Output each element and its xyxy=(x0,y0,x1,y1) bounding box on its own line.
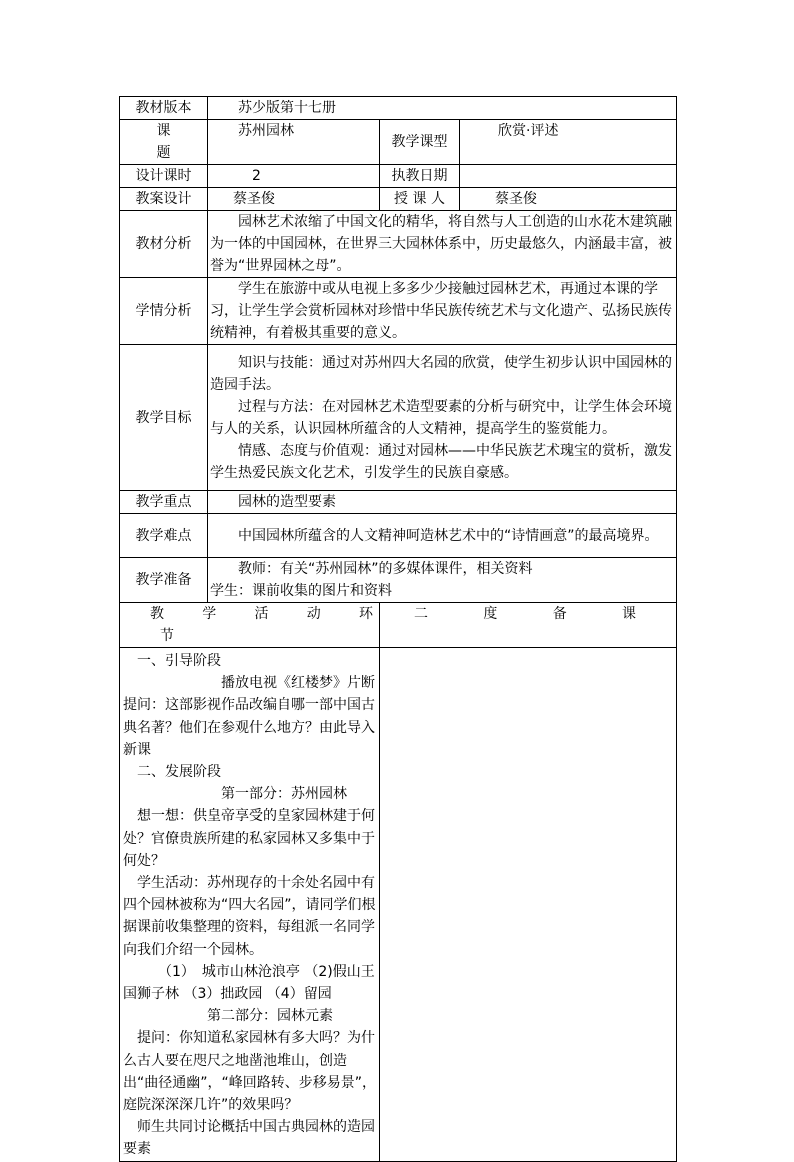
focus-label: 教学重点 xyxy=(120,491,208,514)
focus-text: 园林的造型要素 xyxy=(238,494,336,510)
lesson-plan-page xyxy=(119,96,676,1162)
hours-label: 设计课时 xyxy=(120,165,208,188)
part-one-heading: 第一部分：苏州园林 xyxy=(221,786,347,803)
second-prep-content xyxy=(380,648,677,1162)
prep-student: 学生：课前收集的图片和资料 xyxy=(210,583,392,599)
second-prep-header: 二 度 备 课 xyxy=(414,606,637,622)
activity-header-tail: 节 xyxy=(160,628,174,644)
stage-intro-heading: 一、引导阶段 xyxy=(137,653,221,669)
goal-emotion: 情感、态度与价值观：通过对园林——中华民族艺术瑰宝的赏析，激发学生热爱民族文化艺术，引发学生的民族自豪感。 xyxy=(210,442,672,481)
students-text: 学生在旅游中或从电视上多多少少接触过园林艺术，再通过本课的学习，让学生学会赏析园林对珍惜中华民族传统艺术与文化遗产、弘扬民族传统精神，有着极其重要的意义。 xyxy=(210,281,672,341)
teacher-value: 蔡圣俊 xyxy=(460,188,677,211)
goals-label: 教学目标 xyxy=(120,345,208,491)
material-label: 教材分析 xyxy=(120,211,208,278)
topic-value: 苏州园林 xyxy=(208,120,380,165)
goal-knowledge: 知识与技能：通过对苏州四大名园的欣赏，使学生初步认识中国园林的造园手法。 xyxy=(210,354,672,393)
discussion-summary: 师生共同讨论概括中国古典园林的造园要素 xyxy=(123,1119,375,1158)
difficulty-label: 教学难点 xyxy=(120,514,208,558)
think-question: 想一想：供皇帝享受的皇家园林建于何处？官僚贵族所建的私家园林又多集中于何处？ xyxy=(123,808,375,869)
garden-size-question: 提问：你知道私家园林有多大吗？为什么古人要在咫尺之地凿池堆山，创造出“曲径通幽”，“峰回路转、步移易景”，庭院深深深几许”的效果吗？ xyxy=(123,1030,377,1114)
lesson-plan-table xyxy=(119,96,677,1162)
activity-content xyxy=(120,648,380,1162)
students-label: 学情分析 xyxy=(120,278,208,345)
designer-value: 蔡圣俊 xyxy=(208,188,380,211)
prep-label: 教学准备 xyxy=(120,558,208,603)
student-activity: 学生活动：苏州现存的十余处名园中有四个园林被称为“四大名园”，请同学们根据课前收集整理的资料，每组派一名同学向我们介绍一个园林。 xyxy=(123,875,376,958)
hours-value: 2 xyxy=(208,165,380,188)
date-label: 执教日期 xyxy=(380,165,460,188)
lesson-type-value: 欣赏·评述 xyxy=(460,120,677,165)
lesson-type-label: 教学课型 xyxy=(380,120,460,165)
textbook-version-value: 苏少版第十七册 xyxy=(208,97,677,120)
stage-develop-heading: 二、发展阶段 xyxy=(137,764,221,781)
goal-process: 过程与方法：在对园林艺术造型要素的分析与研究中，让学生体会环境与人的关系，认识园林所蕴含的人文精神，提高学生的鉴赏能力。 xyxy=(210,398,672,437)
part-two-heading: 第二部分：园林元素 xyxy=(207,1008,333,1025)
prep-teacher: 教师：有关“苏州园林”的多媒体课件，相关资料 xyxy=(238,561,533,577)
designer-label: 教案设计 xyxy=(120,188,208,211)
date-value xyxy=(460,165,677,188)
material-text: 园林艺术浓缩了中国文化的精华，将自然与人工创造的山水花木建筑融为一体的中国园林，在世界三大园林体系中，历史最悠久，内涵最丰富，被誉为“世界园林之母”。 xyxy=(210,214,672,274)
four-gardens-list: （1） 城市山林沧浪亭 （2)假山王国狮子林 （3）拙政园 （4）留园 xyxy=(123,963,375,1003)
stage-intro-text: 播放电视《红楼梦》片断提问：这部影视作品改编自哪一部中国古典名著？他们在参观什么地方？由此导入新课 xyxy=(123,675,375,758)
difficulty-text: 中国园林所蕴含的人文精神呵造林艺术中的“诗情画意”的最高境界。 xyxy=(238,527,659,544)
teacher-label: 授 课 人 xyxy=(380,188,460,211)
activity-header: 教 学 活 动 环 xyxy=(150,606,373,622)
topic-label: 课 题 xyxy=(120,120,208,165)
textbook-version-label: 教材版本 xyxy=(120,97,208,120)
